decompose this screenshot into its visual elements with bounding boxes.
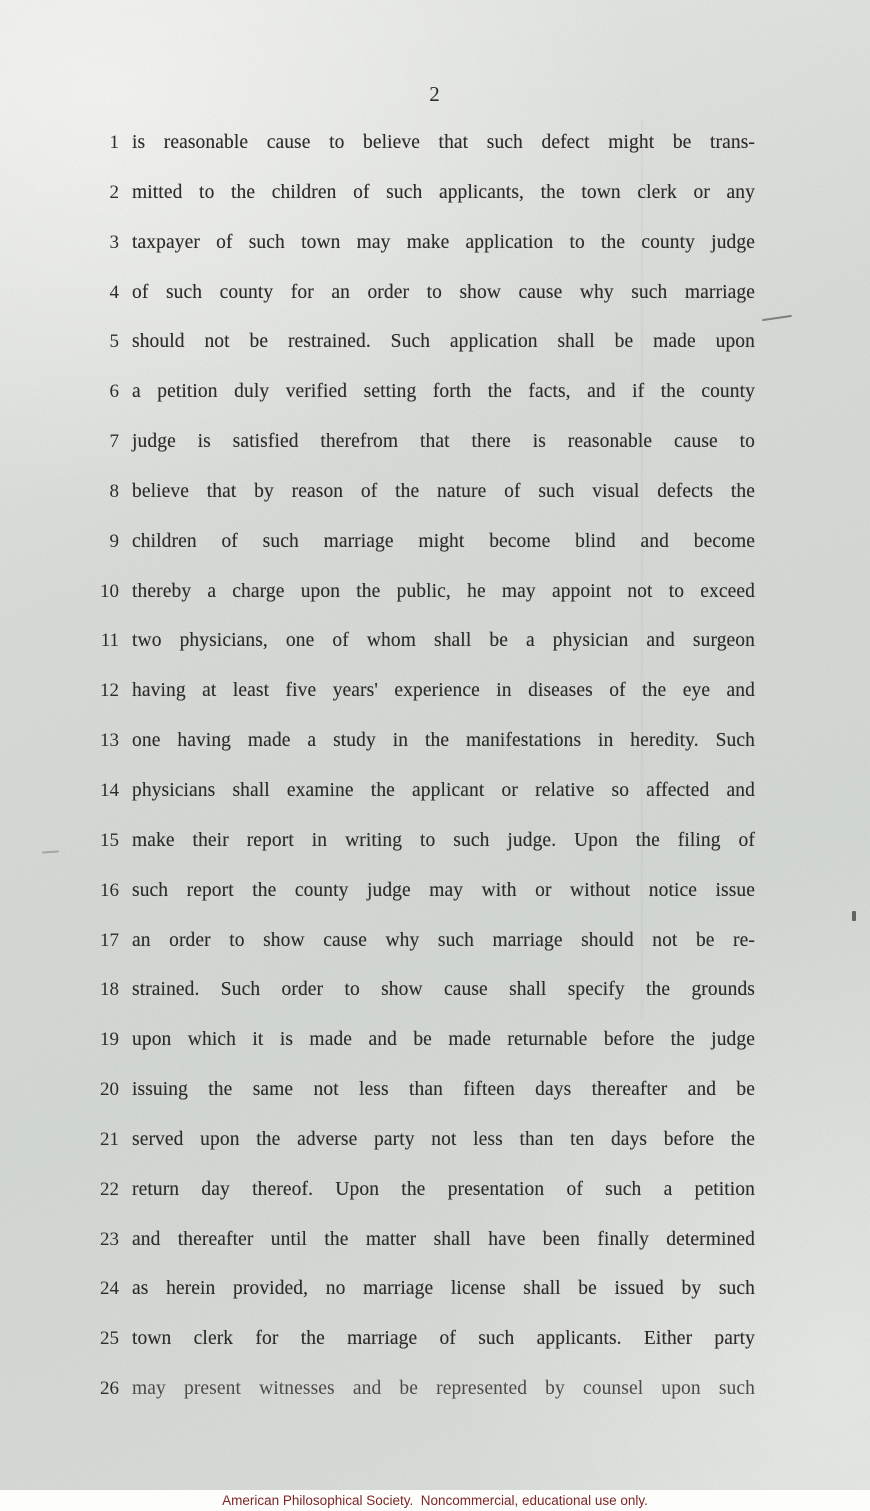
line-text: children of such marriage might become blind and become	[132, 530, 755, 552]
line-text: issuing the same not less than fifteen days thereafter and be	[132, 1079, 755, 1101]
line-number: 25	[100, 1328, 119, 1350]
line-text: of such county for an order to show cause why such marriage	[132, 281, 755, 303]
ink-speck-right-margin	[852, 911, 856, 921]
text-line	[96, 677, 755, 727]
line-number: 24	[100, 1278, 119, 1300]
document-text-block	[96, 129, 755, 1425]
attribution-caption: American Philosophical Society. Noncommercial, educational use only.	[222, 1493, 648, 1508]
line-number: 2	[109, 181, 119, 203]
text-line	[96, 877, 755, 927]
text-line	[96, 478, 755, 528]
pencil-dash-right-margin	[762, 315, 792, 321]
text-line	[96, 727, 755, 777]
line-text: such report the county judge may with or without notice issue	[132, 879, 755, 901]
text-line	[96, 578, 755, 628]
text-line	[96, 1076, 755, 1126]
line-number: 5	[109, 331, 119, 353]
line-number: 17	[100, 929, 119, 951]
line-text: having at least five years' experience in diseases of the eye and	[132, 680, 755, 702]
line-number: 4	[109, 281, 119, 303]
text-line	[96, 827, 755, 877]
line-number: 7	[109, 431, 119, 453]
line-text: make their report in writing to such judge. Upon the filing of	[132, 829, 755, 851]
text-line	[96, 1375, 755, 1425]
line-text: a petition duly verified setting forth the facts, and if the county	[132, 381, 755, 403]
line-number: 22	[100, 1178, 119, 1200]
text-line	[96, 328, 755, 378]
line-number: 23	[100, 1228, 119, 1250]
line-text: strained. Such order to show cause shall specify the grounds	[132, 979, 755, 1001]
line-text: judge is satisfied therefrom that there is reasonable cause to	[132, 431, 755, 453]
text-line	[96, 1275, 755, 1325]
line-number: 11	[100, 630, 119, 652]
line-number: 18	[100, 979, 119, 1001]
line-text: served upon the adverse party not less than ten days before the	[132, 1128, 755, 1150]
line-number: 3	[109, 231, 119, 253]
text-line	[96, 1325, 755, 1375]
line-text: is reasonable cause to believe that such defect might be trans-	[132, 132, 755, 153]
line-number: 6	[109, 381, 119, 403]
text-line	[96, 229, 755, 279]
line-text: should not be restrained. Such application shall be made upon	[132, 331, 755, 353]
line-text: taxpayer of such town may make application to the county judge	[132, 231, 755, 253]
text-line	[96, 179, 755, 229]
line-number: 13	[100, 730, 119, 752]
line-number: 15	[100, 829, 119, 851]
text-line	[96, 1176, 755, 1226]
line-number: 10	[100, 580, 119, 602]
attribution-footer	[0, 1490, 870, 1511]
text-line	[96, 976, 755, 1026]
text-line	[96, 528, 755, 578]
text-line	[96, 1226, 755, 1276]
line-text: mitted to the children of such applicants, the town clerk or any	[132, 181, 755, 203]
line-text: an order to show cause why such marriage should not be re-	[132, 929, 755, 951]
text-line	[96, 279, 755, 329]
line-text: and thereafter until the matter shall have been finally determined	[132, 1228, 755, 1250]
line-number: 8	[109, 480, 119, 502]
line-number: 1	[109, 132, 119, 153]
line-number: 21	[100, 1128, 119, 1150]
line-number: 26	[100, 1378, 119, 1400]
line-number: 12	[100, 680, 119, 702]
text-line	[96, 1126, 755, 1176]
line-text: upon which it is made and be made returnable before the judge	[132, 1029, 755, 1051]
line-text: return day thereof. Upon the presentation of such a petition	[132, 1178, 755, 1200]
line-text: physicians shall examine the applicant or relative so affected and	[132, 779, 755, 801]
line-number: 9	[109, 530, 119, 552]
line-number: 16	[100, 879, 119, 901]
line-text: thereby a charge upon the public, he may appoint not to exceed	[132, 580, 755, 602]
line-text: may present witnesses and be represented by counsel upon such	[132, 1378, 755, 1400]
line-text: believe that by reason of the nature of such visual defects the	[132, 480, 755, 502]
line-text: town clerk for the marriage of such applicants. Either party	[132, 1328, 755, 1350]
line-number: 20	[100, 1079, 119, 1101]
text-line	[96, 927, 755, 977]
page-number: 2	[429, 82, 441, 106]
line-number: 14	[100, 779, 119, 801]
text-line	[96, 428, 755, 478]
text-line	[96, 1026, 755, 1076]
text-line	[96, 777, 755, 827]
line-text: one having made a study in the manifestations in heredity. Such	[132, 730, 755, 752]
text-line	[96, 378, 755, 428]
line-text: as herein provided, no marriage license shall be issued by such	[132, 1278, 755, 1300]
text-line	[96, 129, 755, 179]
line-text: two physicians, one of whom shall be a physician and surgeon	[132, 630, 755, 652]
line-number: 19	[100, 1029, 119, 1051]
text-line	[96, 627, 755, 677]
pencil-dash-left-margin	[42, 850, 59, 853]
